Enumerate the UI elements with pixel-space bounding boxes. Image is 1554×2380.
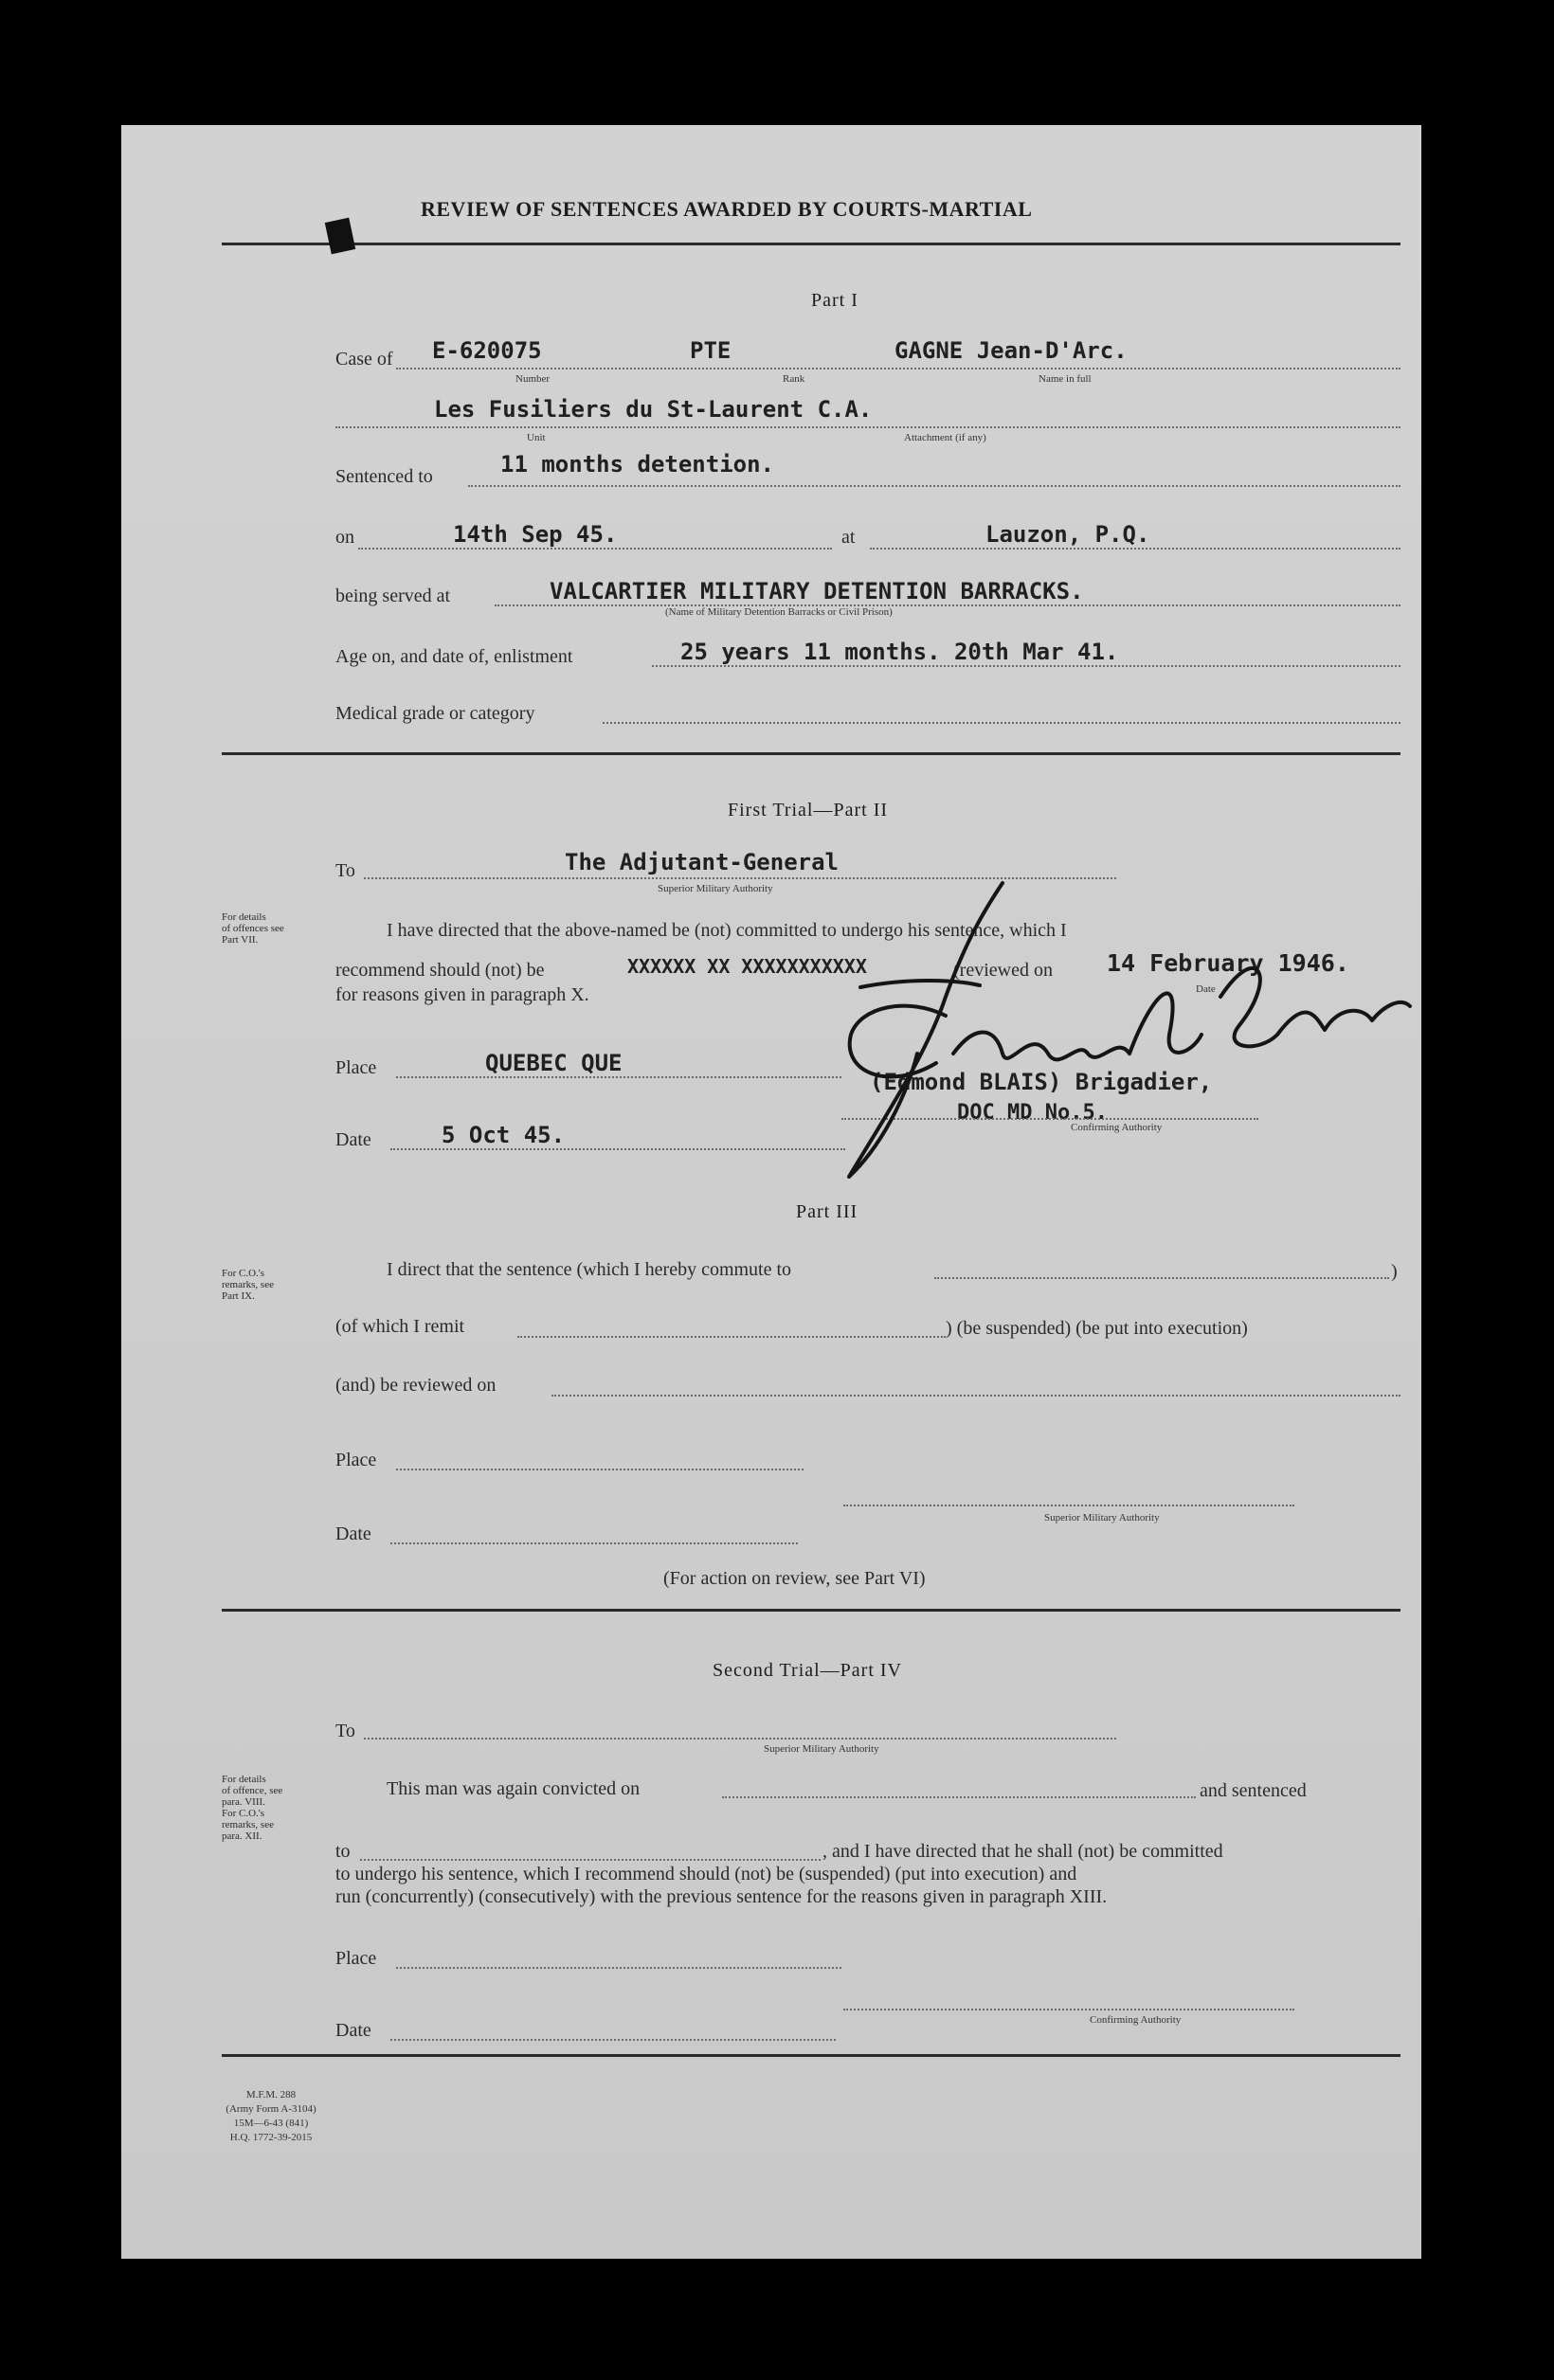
part4-to-caption: Superior Military Authority — [764, 1743, 879, 1755]
part4-to-label: To — [335, 1721, 355, 1741]
part4-heading: Second Trial—Part IV — [713, 1660, 902, 1681]
part3-footer: (For action on review, see Part VI) — [663, 1568, 926, 1589]
part4-side-note: For details of offence, see para. VIII. For C.O.'s remarks, see para. XII. — [222, 1774, 283, 1842]
part3-authority-caption: Superior Military Authority — [1044, 1512, 1160, 1524]
served-caption: (Name of Military Detention Barracks or Civil Prison) — [665, 606, 893, 618]
document-page — [121, 125, 1421, 2259]
age-label: Age on, and date of, enlistment — [335, 646, 573, 667]
punch-mark — [325, 218, 356, 255]
part4-line3: to undergo his sentence, which I recommend should (not) be (suspended) (put into execution) and — [335, 1864, 1077, 1884]
to-value: The Adjutant-General — [565, 849, 839, 875]
place-value: QUEBEC QUE — [485, 1050, 623, 1076]
unit-caption: Unit — [527, 432, 546, 443]
part3-line1: I direct that the sentence (which I hereby commute to — [387, 1259, 792, 1280]
on-value: 14th Sep 45. — [453, 521, 618, 548]
name-value: GAGNE Jean-D'Arc. — [894, 337, 1128, 364]
sentenced-label: Sentenced to — [335, 466, 433, 487]
at-label: at — [841, 527, 856, 548]
to-caption: Superior Military Authority — [658, 883, 773, 894]
part4-place-label: Place — [335, 1948, 377, 1969]
unit-value: Les Fusiliers du St-Laurent C.A. — [434, 396, 873, 423]
part3-line3: (and) be reviewed on — [335, 1375, 497, 1396]
part4-line2b: , and I have directed that he shall (not) be committed — [822, 1841, 1223, 1862]
age-value: 25 years 11 months. 20th Mar 41. — [680, 639, 1119, 665]
signer-appointment: DOC MD No.5. — [957, 1101, 1108, 1125]
part3-rule — [222, 1609, 1400, 1612]
struck-text: XXXXXX XX XXXXXXXXXXX — [627, 955, 867, 978]
place-label: Place — [335, 1057, 377, 1078]
part4-line4: run (concurrently) (consecutively) with the previous sentence for the reasons given in paragraph XIII. — [335, 1886, 1108, 1907]
sentenced-value: 11 months detention. — [500, 451, 774, 478]
part2-side-note: For details of offences see Part VII. — [222, 911, 284, 946]
part3-heading: Part III — [796, 1201, 858, 1222]
at-value: Lauzon, P.Q. — [985, 521, 1150, 548]
part2-heading: First Trial—Part II — [728, 800, 889, 820]
attachment-caption: Attachment (if any) — [904, 432, 986, 443]
case-of-label: Case of — [335, 349, 393, 370]
part2-line1: I have directed that the above-named be (not) committed to undergo his sentence, which I — [387, 920, 1067, 941]
part4-line2a: to — [335, 1841, 351, 1862]
part1-heading: Part I — [811, 290, 858, 311]
form-ref-line: 15M—6-43 (841) — [233, 2118, 309, 2129]
date-value: 5 Oct 45. — [442, 1122, 566, 1148]
part3-side-note: For C.O.'s remarks, see Part IX. — [222, 1268, 274, 1302]
medical-label: Medical grade or category — [335, 703, 535, 724]
service-number: E-620075 — [432, 337, 542, 364]
signer-name: (Edmond BLAIS) Brigadier, — [870, 1069, 1213, 1095]
part4-line1b: and sentenced — [1200, 1780, 1307, 1801]
part3-place-label: Place — [335, 1450, 377, 1470]
review-date: 14 February 1946. — [1107, 949, 1349, 977]
part2-line3: for reasons given in paragraph X. — [335, 984, 589, 1005]
handwritten-signature — [747, 864, 1429, 1224]
part4-date-label: Date — [335, 2020, 371, 2041]
part4-confirming-caption: Confirming Authority — [1090, 2014, 1182, 2026]
review-date-caption: Date — [1196, 983, 1216, 995]
form-ref-line: H.Q. 1772-39-2015 — [229, 2132, 313, 2143]
rank-caption: Rank — [783, 373, 805, 385]
name-caption: Name in full — [1039, 373, 1092, 385]
form-reference — [214, 2088, 328, 2145]
form-ref-line: M.F.M. 288 — [245, 2089, 297, 2101]
form-title: REVIEW OF SENTENCES AWARDED BY COURTS-MARTIAL — [421, 197, 1033, 221]
part2-line2a: recommend should (not) be — [335, 960, 545, 981]
served-value: VALCARTIER MILITARY DETENTION BARRACKS. — [550, 578, 1084, 604]
part3-line1-end: ) — [1391, 1261, 1398, 1282]
rank-value: PTE — [690, 337, 732, 364]
header-rule — [222, 243, 1400, 245]
number-caption: Number — [515, 373, 551, 385]
part3-line2b: ) (be suspended) (be put into execution) — [946, 1318, 1248, 1339]
part3-line2a: (of which I remit — [335, 1316, 465, 1337]
form-ref-line: (Army Form A-3104) — [226, 2103, 316, 2115]
part4-rule — [222, 2054, 1400, 2057]
served-label: being served at — [335, 586, 451, 606]
to-label: To — [335, 860, 355, 881]
date-label: Date — [335, 1129, 371, 1150]
confirming-caption: Confirming Authority — [1071, 1122, 1163, 1133]
part3-date-label: Date — [335, 1524, 371, 1544]
part2-line2b: (reviewed on — [953, 960, 1053, 981]
part4-line1a: This man was again convicted on — [387, 1778, 641, 1799]
part1-rule — [222, 752, 1400, 755]
on-label: on — [335, 527, 354, 548]
